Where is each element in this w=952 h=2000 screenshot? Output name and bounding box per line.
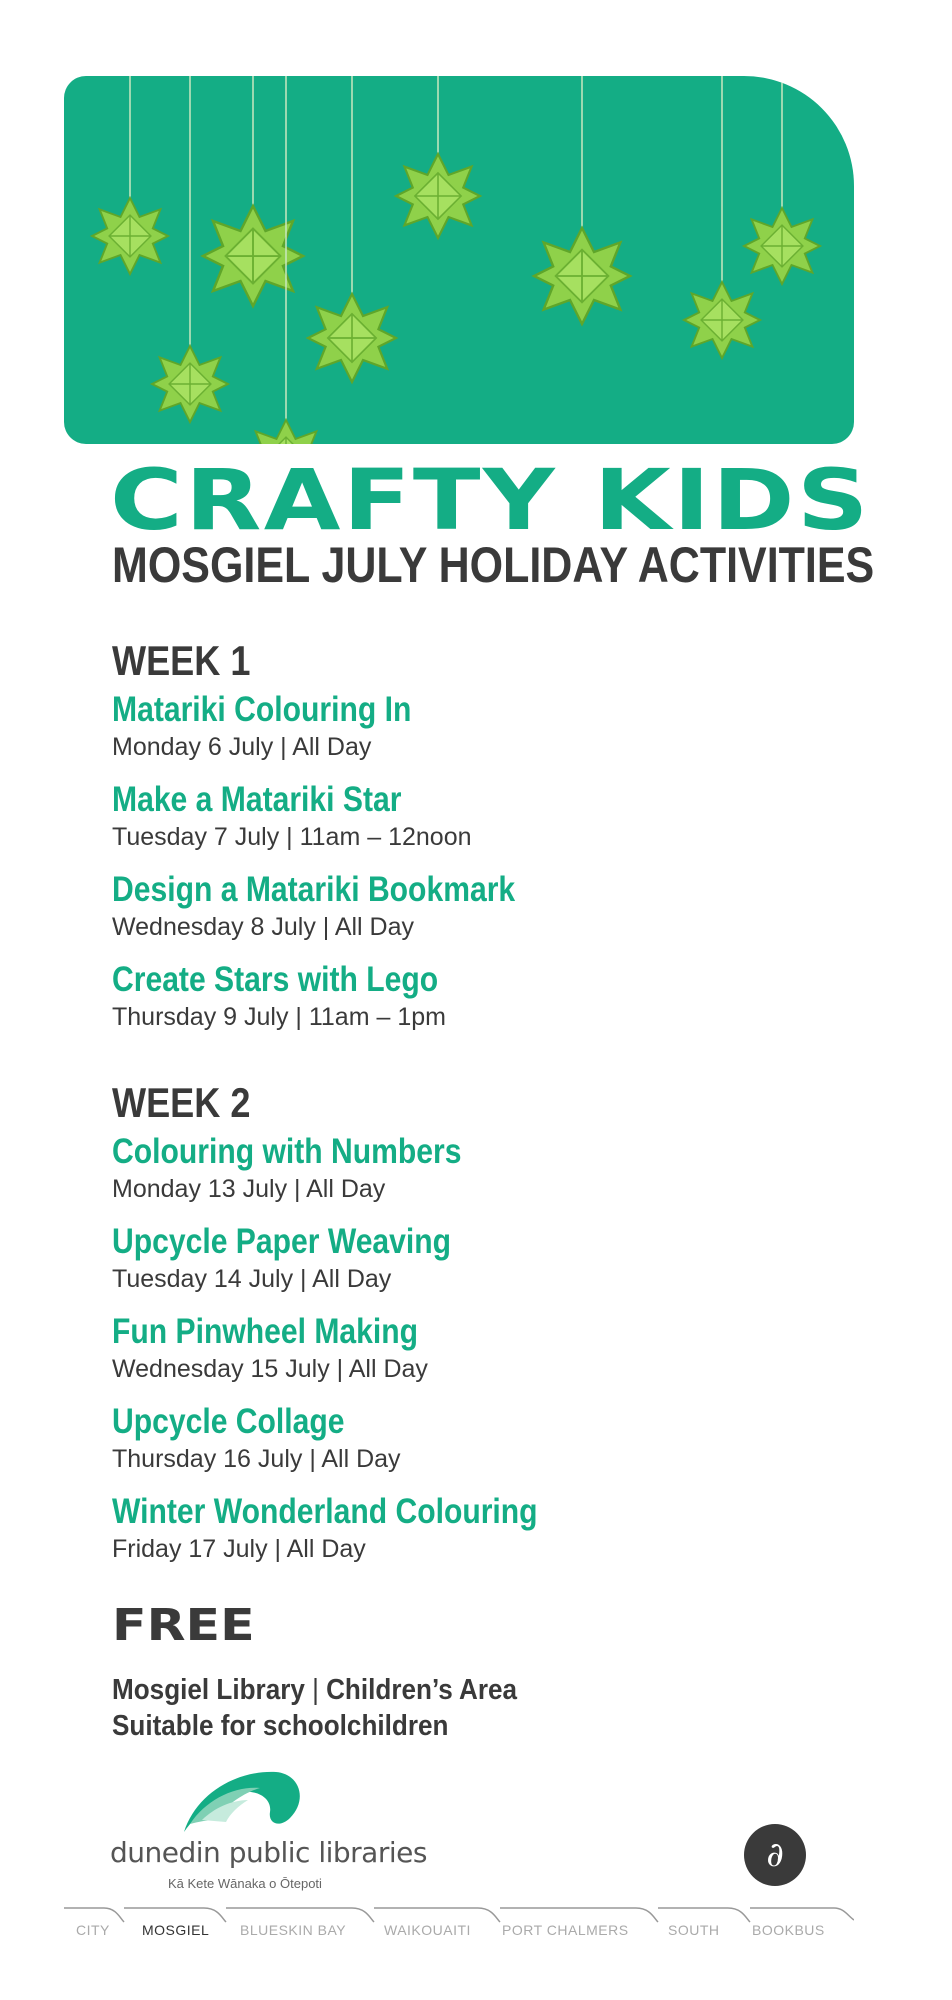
location-info bbox=[112, 1672, 517, 1745]
council-logo-icon: ∂ bbox=[744, 1824, 806, 1886]
event-name: Fun Pinwheel Making bbox=[112, 1312, 419, 1351]
event-item bbox=[112, 692, 460, 760]
hanging-stars bbox=[64, 76, 854, 444]
library-logo-tagline: Kā Kete Wānaka o Ōtepoti bbox=[168, 1876, 322, 1891]
branch-city: CITY bbox=[76, 1922, 110, 1938]
star-ornament-icon bbox=[684, 282, 760, 358]
library-logo-name: dunedin public libraries bbox=[110, 1836, 427, 1869]
week-2-heading: WEEK 2 bbox=[112, 1079, 251, 1126]
hero-banner bbox=[64, 76, 854, 444]
week-1-heading: WEEK 1 bbox=[112, 637, 251, 684]
star-ornament-icon bbox=[152, 346, 228, 422]
branch-south: SOUTH bbox=[668, 1922, 720, 1938]
event-name: Winter Wonderland Colouring bbox=[112, 1492, 538, 1531]
event-time: Wednesday 15 July | All Day bbox=[112, 1355, 428, 1383]
star-ornament-icon bbox=[534, 228, 630, 324]
event-name: Design a Matariki Bookmark bbox=[112, 870, 516, 909]
branch-waikouaiti: WAIKOUAITI bbox=[384, 1922, 471, 1938]
area-name: Children’s Area bbox=[326, 1674, 518, 1706]
event-item bbox=[112, 872, 581, 940]
branch-bookbus: BOOKBUS bbox=[752, 1922, 825, 1938]
star-ornament-icon bbox=[248, 420, 324, 444]
event-item bbox=[112, 1404, 401, 1472]
star-ornament-icon bbox=[308, 294, 396, 382]
page-title: CRAFTY KIDS bbox=[110, 451, 871, 549]
event-item bbox=[112, 962, 491, 1030]
branch-port-chalmers: PORT CHALMERS bbox=[502, 1922, 629, 1938]
star-ornament-icon bbox=[396, 154, 480, 238]
event-time: Thursday 9 July | 11am – 1pm bbox=[112, 1003, 446, 1031]
branch-mosgiel: MOSGIEL bbox=[142, 1922, 210, 1938]
event-item bbox=[112, 1494, 607, 1562]
separator: | bbox=[312, 1674, 319, 1706]
event-name: Matariki Colouring In bbox=[112, 690, 412, 729]
event-name: Upcycle Paper Weaving bbox=[112, 1222, 452, 1261]
library-name: Mosgiel Library bbox=[112, 1674, 305, 1706]
star-ornament-icon bbox=[203, 206, 303, 306]
event-time: Monday 13 July | All Day bbox=[112, 1175, 386, 1203]
page-subtitle: MOSGIEL JULY HOLIDAY ACTIVITIES bbox=[112, 537, 875, 593]
event-name: Create Stars with Lego bbox=[112, 960, 439, 999]
event-time: Monday 6 July | All Day bbox=[112, 733, 372, 761]
price-label: FREE bbox=[112, 1600, 255, 1651]
event-name: Make a Matariki Star bbox=[112, 780, 402, 819]
event-time: Tuesday 7 July | 11am – 12noon bbox=[112, 823, 472, 851]
event-item bbox=[112, 1134, 518, 1202]
star-ornament-icon bbox=[744, 208, 820, 284]
event-item bbox=[112, 1314, 468, 1382]
audience-line: Suitable for schoolchildren bbox=[112, 1710, 449, 1743]
wave-logo-icon bbox=[176, 1764, 306, 1836]
event-name: Upcycle Collage bbox=[112, 1402, 345, 1441]
event-item bbox=[112, 1224, 506, 1292]
location-line bbox=[112, 1672, 517, 1708]
star-ornament-icon bbox=[92, 198, 168, 274]
branch-blueskin-bay: BLUESKIN BAY bbox=[240, 1922, 347, 1938]
event-time: Friday 17 July | All Day bbox=[112, 1535, 366, 1563]
branch-tabs bbox=[64, 1904, 854, 1944]
event-time: Wednesday 8 July | All Day bbox=[112, 913, 415, 941]
event-time: Tuesday 14 July | All Day bbox=[112, 1265, 392, 1293]
event-time: Thursday 16 July | All Day bbox=[112, 1445, 401, 1473]
event-name: Colouring with Numbers bbox=[112, 1132, 462, 1171]
event-item bbox=[112, 782, 472, 850]
